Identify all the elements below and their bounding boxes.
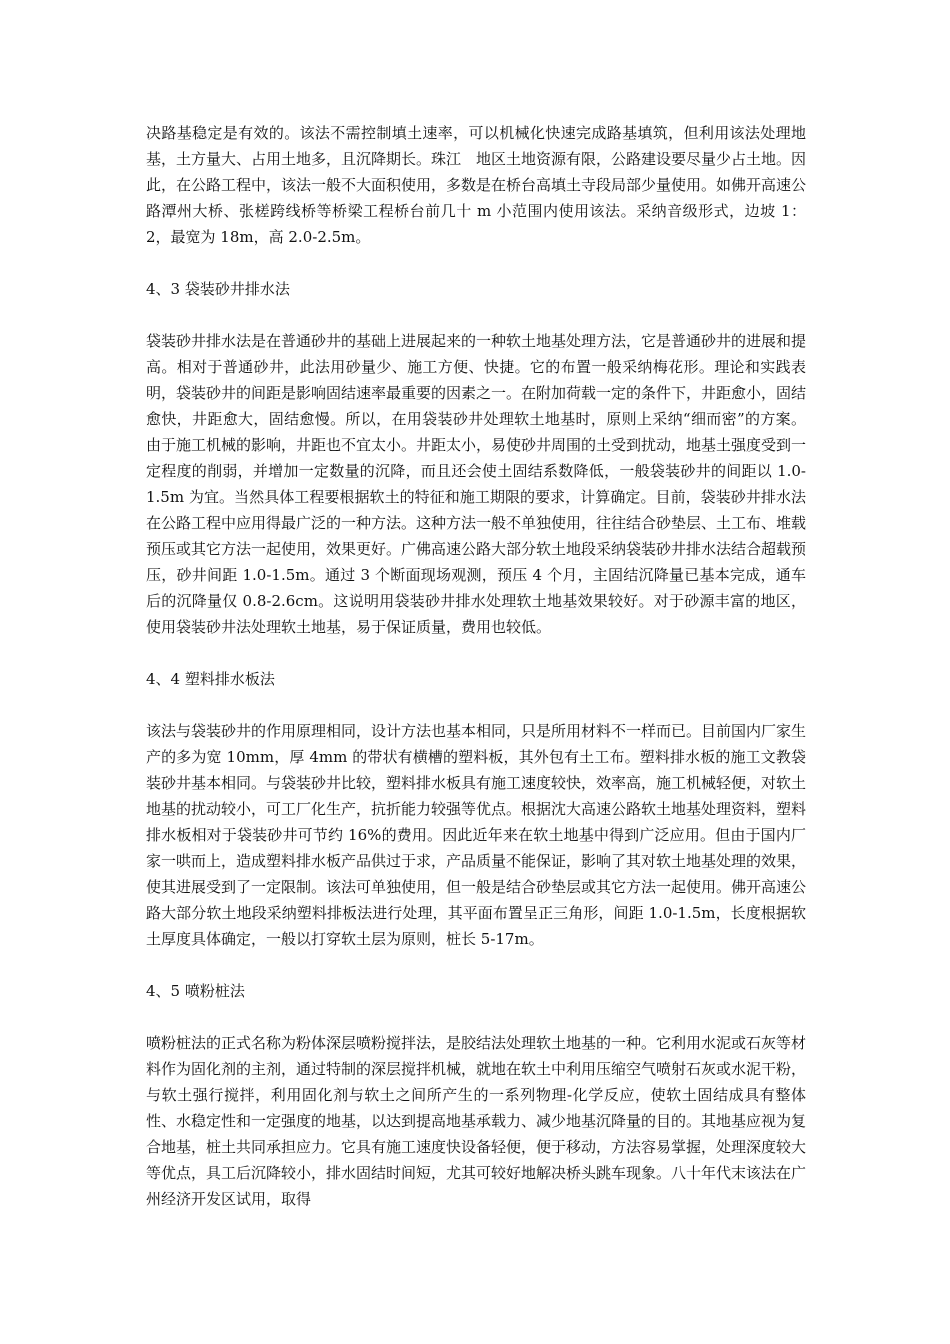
document-body [146, 120, 806, 1212]
section-heading-4-4: 4、4 塑料排水板法 [146, 670, 275, 688]
paragraph-powder-jet-pile: 喷粉桩法的正式名称为粉体深层喷粉搅拌法，是胶结法处理软土地基的一种。它利用水泥或石灰等材料作为固化剂的主剂，通过特制的深层搅拌机械，就地在软土中利用压缩空气喷射石灰或水泥干粉，与软土强行搅拌，利用固化剂与软土之间所产生的一系列物理-化学反应，使软土固结成具有整体性、水稳定性和一定强度的地基，以达到提高地基承载力、减少地基沉降量的目的。其地基应视为复合地基，桩土共同承担应力。它具有施工速度快设备轻便，便于移动，方法容易掌握，处理深度较大等优点，具工后沉降较小，排水固结时间短，尤其可较好地解决桥头跳车现象。八十年代末该法在广州经济开发区试用，取得 [146, 1034, 807, 1208]
paragraph-spacer [146, 692, 806, 718]
paragraph-spacer [146, 1004, 806, 1030]
section-heading-4-3: 4、3 袋装砂井排水法 [146, 280, 290, 298]
paragraph-spacer [146, 952, 806, 978]
paragraph-plastic-drain-board: 该法与袋装砂井的作用原理相同，设计方法也基本相同，只是所用材料不一样而已。目前国内厂家生产的多为宽 10mm，厚 4mm 的带状有横槽的塑料板，其外包有土工布。塑料排水板的施工文教袋装砂井基本相同。与袋装砂井比较，塑料排水板具有施工速度较快，效率高，施工机械轻便，对软土地基的扰动较小，可工厂化生产，抗折能力较强等优点。根据沈大高速公路软土地基处理资料，塑料排水板相对于袋装砂井可节约 16%的费用。因此近年来在软土地基中得到广泛应用。但由于国内厂家一哄而上，造成塑料排水板产品供过于求，产品质量不能保证，影响了其对软土地基处理的效果，使其进展受到了一定限制。该法可单独使用，但一般是结合砂垫层或其它方法一起使用。佛开高速公路大部分软土地段采纳塑料排板法进行处理，其平面布置呈正三角形，间距 1.0-1.5m，长度根据软土厚度具体确定，一般以打穿软土层为原则，桩长 5-17m。 [146, 722, 807, 948]
paragraph-spacer [146, 302, 806, 328]
paragraph-roadbed-stability: 决路基稳定是有效的。该法不需控制填土速率，可以机械化快速完成路基填筑，但利用该法处理地基，土方量大、占用土地多，且沉降期长。珠江 地区土地资源有限，公路建设要尽量少占土地。因此，在公路工程中，该法一般不大面积使用，多数是在桥台高填土寺段局部少量使用。如佛开高速公路潭州大桥、张槎跨线桥等桥梁工程桥台前几十 m 小范围内使用该法。采纳音级形式，边坡 1：2，最宽为 18m，高 2.0-2.5m。 [146, 124, 807, 246]
section-heading-4-5: 4、5 喷粉桩法 [146, 982, 245, 1000]
paragraph-spacer [146, 250, 806, 276]
paragraph-spacer [146, 640, 806, 666]
paragraph-bagged-sand-drain: 袋装砂井排水法是在普通砂井的基础上进展起来的一种软土地基处理方法，它是普通砂井的进展和提高。相对于普通砂井，此法用砂量少、施工方便、快捷。它的布置一般采纳梅花形。理论和实践表明，袋装砂井的间距是影响固结速率最重要的因素之一。在附加荷载一定的条件下，井距愈小，固结愈快，井距愈大，固结愈慢。所以，在用袋装砂井处理软土地基时，原则上采纳“细而密”的方案。由于施工机械的影响，井距也不宜太小。井距太小，易使砂井周围的土受到扰动，地基土强度受到一定程度的削弱，并增加一定数量的沉降，而且还会使土固结系数降低，一般袋装砂井的间距以 1.0-1.5m 为宜。当然具体工程要根据软土的特征和施工期限的要求，计算确定。目前，袋装砂井排水法在公路工程中应用得最广泛的一种方法。这种方法一般不单独使用，往往结合砂垫层、土工布、堆载预压或其它方法一起使用，效果更好。广佛高速公路大部分软土地段采纳袋装砂井排水法结合超载预压，砂井间距 1.0-1.5m。通过 3 个断面现场观测，预压 4 个月，主固结沉降量已基本完成，通车后的沉降量仅 0.8-2.6cm。这说明用袋装砂井排水处理软土地基效果较好。对于砂源丰富的地区，使用袋装砂井法处理软土地基，易于保证质量，费用也较低。 [146, 332, 807, 636]
